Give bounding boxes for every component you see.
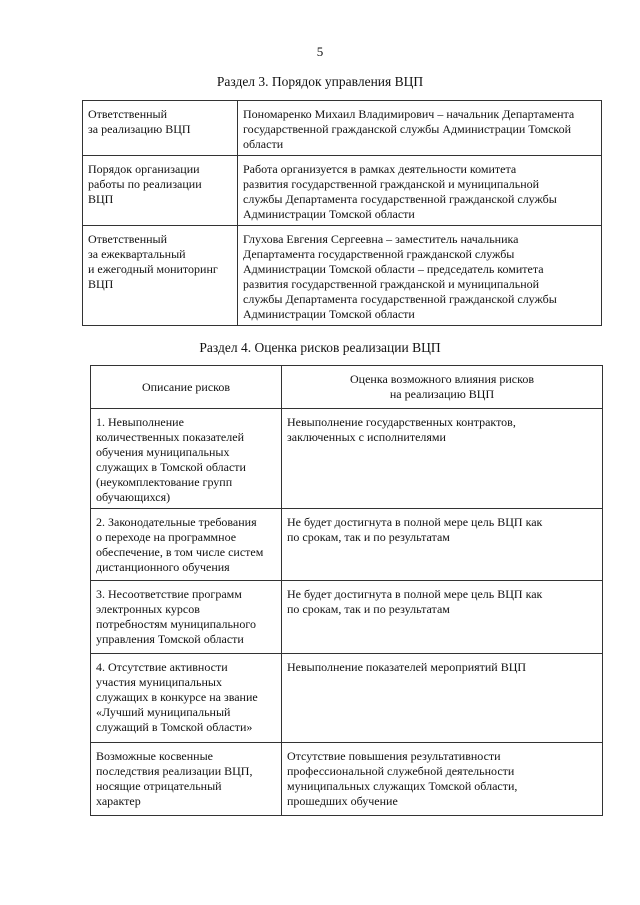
row-label: Ответственный за реализацию ВЦП	[83, 101, 238, 156]
row-label: Порядок организации работы по реализации ВЦП	[83, 156, 238, 226]
table-header-row	[91, 366, 603, 409]
column-header-risk-description: Описание рисков	[91, 366, 282, 409]
row-value: Глухова Евгения Сергеевна – заместитель начальника Департамента государственной гражданской службы Администрации Томской области – председатель комитета развития государственной гражданской и муниципальной службы Департамента государственной гражданской службы Администрации Томской области	[238, 226, 602, 326]
impact-cell: Не будет достигнута в полной мере цель ВЦП как по срокам, так и по результатам	[282, 581, 603, 654]
risk-cell: 2. Законодательные требования о переходе на программное обеспечение, в том числе систем дистанционного обучения	[91, 509, 282, 581]
table-row	[91, 409, 603, 509]
risk-cell: Возможные косвенные последствия реализации ВЦП, носящие отрицательный характер	[91, 743, 282, 816]
row-value: Пономаренко Михаил Владимирович – начальник Департамента государственной гражданской службы Администрации Томской области	[238, 101, 602, 156]
impact-cell: Не будет достигнута в полной мере цель ВЦП как по срокам, так и по результатам	[282, 509, 603, 581]
table-row	[91, 743, 603, 816]
row-label: Ответственный за ежеквартальный и ежегодный мониторинг ВЦП	[83, 226, 238, 326]
risk-cell: 1. Невыполнение количественных показателей обучения муниципальных служащих в Томской области (неукомплектование групп обучающихся)	[91, 409, 282, 509]
table-row	[91, 654, 603, 743]
impact-cell: Невыполнение показателей мероприятий ВЦП	[282, 654, 603, 743]
table-row	[91, 509, 603, 581]
section-3-title: Раздел 3. Порядок управления ВЦП	[216, 74, 424, 89]
section-4-title: Раздел 4. Оценка рисков реализации ВЦП	[199, 340, 441, 355]
table-row	[83, 101, 602, 156]
impact-cell: Невыполнение государственных контрактов, заключенных с исполнителями	[282, 409, 603, 509]
impact-cell: Отсутствие повышения результативности профессиональной служебной деятельности муниципальных служащих Томской области, прошедших обучение	[282, 743, 603, 816]
table-row	[91, 581, 603, 654]
risk-cell: 4. Отсутствие активности участия муниципальных служащих в конкурсе на звание «Лучший муниципальный служащий в Томской области»	[91, 654, 282, 743]
risk-cell: 3. Несоответствие программ электронных курсов потребностям муниципального управления Томской области	[91, 581, 282, 654]
management-table	[82, 100, 602, 326]
row-value: Работа организуется в рамках деятельности комитета развития государственной гражданской и муниципальной службы Департамента государственной гражданской службы Администрации Томской области	[238, 156, 602, 226]
risk-table	[90, 365, 603, 816]
table-row	[83, 226, 602, 326]
page-number: 5	[316, 44, 324, 59]
column-header-impact: Оценка возможного влияния рисков на реализацию ВЦП	[282, 366, 603, 409]
table-row	[83, 156, 602, 226]
